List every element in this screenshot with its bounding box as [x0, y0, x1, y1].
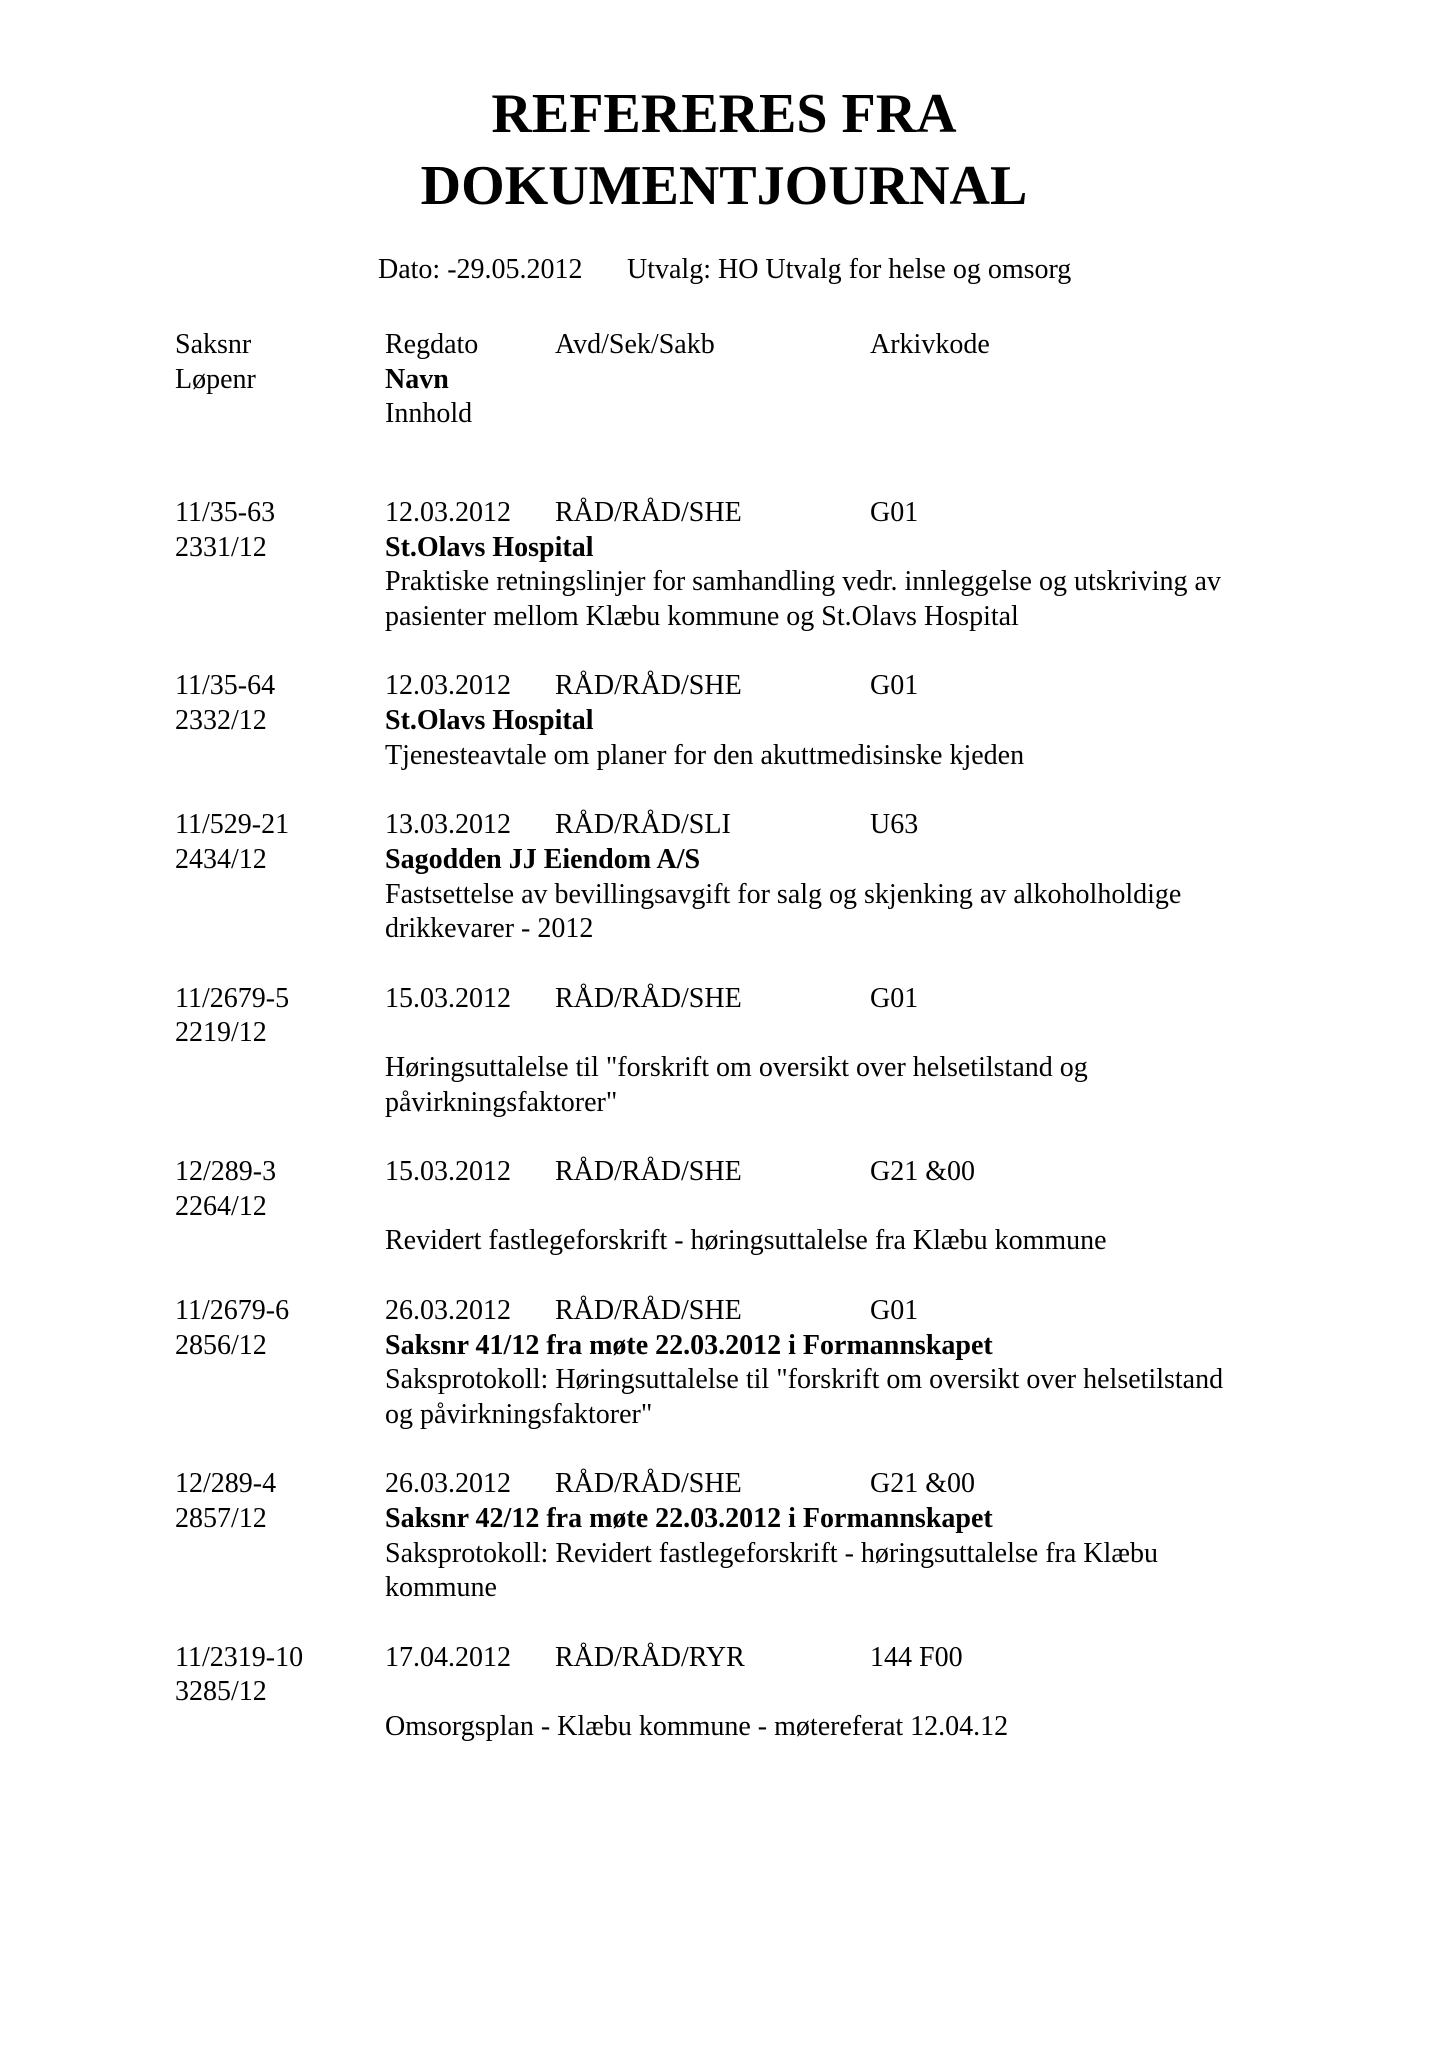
- header-innhold: Innhold: [385, 398, 473, 430]
- entry-regdato: 26.03.2012: [385, 1468, 511, 1500]
- header-row-1: [0, 328, 1448, 363]
- committee-value: Utvalg: HO Utvalg for helse og omsorg: [627, 254, 1072, 285]
- entry-row-innhold: [0, 565, 1448, 600]
- entry-arkivkode: G21 &00: [870, 1156, 975, 1188]
- entry-row-innhold: [0, 1398, 1448, 1433]
- entry-navn: Saksnr 41/12 fra møte 22.03.2012 i Formannskapet: [385, 1329, 993, 1361]
- journal-entry: [0, 496, 1448, 635]
- entry-row-main: [0, 669, 1448, 704]
- entry-navn: St.Olavs Hospital: [385, 531, 594, 563]
- column-headers: [0, 328, 1448, 432]
- entry-saksnr: 12/289-4: [175, 1468, 277, 1500]
- entry-arkivkode: G01: [870, 497, 919, 528]
- dateline: [0, 252, 1448, 287]
- entry-innhold-line: drikkevarer - 2012: [385, 913, 594, 945]
- entry-saksnr: 11/529-21: [175, 809, 290, 841]
- entry-row-name: [0, 704, 1448, 739]
- entry-row-main: [0, 496, 1448, 531]
- entry-regdato: 17.04.2012: [385, 1641, 511, 1673]
- entry-row-name: [0, 843, 1448, 878]
- entry-saksnr: 12/289-3: [175, 1156, 277, 1188]
- entry-row-main: [0, 1641, 1448, 1676]
- entry-row-name: [0, 1329, 1448, 1364]
- entry-row-innhold: [0, 912, 1448, 947]
- entry-lopenr: 2331/12: [175, 531, 267, 563]
- entry-avd-sek-sakb: RÅD/RÅD/SHE: [555, 982, 742, 1014]
- entry-arkivkode: G21 &00: [870, 1468, 975, 1500]
- entry-arkivkode: G01: [870, 670, 919, 702]
- header-arkivkode: Arkivkode: [870, 329, 990, 360]
- entry-innhold-line: Fastsettelse av bevillingsavgift for salg og skjenking av alkoholholdige: [385, 878, 1182, 910]
- entry-row-main: [0, 982, 1448, 1017]
- title-line-1: REFERERES FRA: [491, 83, 957, 145]
- entry-lopenr: 3285/12: [175, 1676, 267, 1708]
- entry-row-innhold: [0, 1537, 1448, 1572]
- header-lopenr: Løpenr: [175, 363, 256, 395]
- date-value: Dato: -29.05.2012: [378, 254, 583, 285]
- entry-row-innhold: [0, 739, 1448, 774]
- entry-saksnr: 11/2319-10: [175, 1641, 304, 1673]
- entry-lopenr: 2332/12: [175, 705, 267, 737]
- entry-row-innhold: [0, 1086, 1448, 1121]
- entry-avd-sek-sakb: RÅD/RÅD/SHE: [555, 497, 742, 528]
- entry-row-name: [0, 1675, 1448, 1710]
- document-title: [0, 78, 1448, 222]
- entry-row-innhold: [0, 878, 1448, 913]
- entry-regdato: 15.03.2012: [385, 982, 511, 1014]
- entry-row-main: [0, 1467, 1448, 1502]
- entry-lopenr: 2264/12: [175, 1190, 267, 1222]
- header-regdato: Regdato: [385, 329, 479, 360]
- entry-avd-sek-sakb: RÅD/RÅD/SHE: [555, 1294, 742, 1326]
- title-line-2: DOKUMENTJOURNAL: [420, 155, 1028, 217]
- entry-row-main: [0, 1155, 1448, 1190]
- entry-avd-sek-sakb: RÅD/RÅD/SHE: [555, 1156, 742, 1188]
- entry-regdato: 12.03.2012: [385, 497, 511, 528]
- header-row-2: [0, 363, 1448, 398]
- entry-row-innhold: [0, 1051, 1448, 1086]
- entry-row-main: [0, 1294, 1448, 1329]
- header-saksnr: Saksnr: [175, 329, 252, 360]
- entry-avd-sek-sakb: RÅD/RÅD/SHE: [555, 670, 742, 702]
- entry-arkivkode: 144 F00: [870, 1641, 963, 1673]
- entry-innhold-line: Praktiske retningslinjer for samhandling vedr. innleggelse og utskriving av: [385, 566, 1221, 598]
- entry-arkivkode: U63: [870, 809, 919, 841]
- entry-lopenr: 2219/12: [175, 1017, 267, 1049]
- entry-innhold-line: Saksprotokoll: Høringsuttalelse til "forskrift om oversikt over helsetilstand: [385, 1364, 1224, 1396]
- entry-row-name: [0, 1190, 1448, 1225]
- journal-entries: [0, 496, 1448, 1779]
- entry-avd-sek-sakb: RÅD/RÅD/SLI: [555, 809, 731, 841]
- entry-lopenr: 2434/12: [175, 843, 267, 875]
- entry-innhold-line: Tjenesteavtale om planer for den akuttmedisinske kjeden: [385, 739, 1025, 771]
- entry-innhold-line: Revidert fastlegeforskrift - høringsuttalelse fra Klæbu kommune: [385, 1225, 1107, 1257]
- entry-row-innhold: [0, 1224, 1448, 1259]
- entry-avd-sek-sakb: RÅD/RÅD/RYR: [555, 1641, 745, 1673]
- entry-arkivkode: G01: [870, 1294, 919, 1326]
- entry-navn: Sagodden JJ Eiendom A/S: [385, 843, 701, 875]
- header-row-3: [0, 397, 1448, 432]
- entry-innhold-line: påvirkningsfaktorer": [385, 1086, 618, 1118]
- entry-saksnr: 11/2679-6: [175, 1294, 290, 1326]
- entry-row-name: [0, 531, 1448, 566]
- entry-saksnr: 11/2679-5: [175, 982, 290, 1014]
- entry-innhold-line: Høringsuttalelse til "forskrift om oversikt over helsetilstand og: [385, 1052, 1088, 1083]
- journal-entry: [0, 669, 1448, 773]
- entry-innhold-line: kommune: [385, 1572, 497, 1604]
- entry-navn: St.Olavs Hospital: [385, 705, 594, 737]
- entry-innhold-line: og påvirkningsfaktorer": [385, 1398, 653, 1430]
- entry-saksnr: 11/35-64: [175, 670, 276, 702]
- journal-entry: [0, 808, 1448, 947]
- entry-row-innhold: [0, 1363, 1448, 1398]
- header-avd-sek-sakb: Avd/Sek/Sakb: [555, 329, 715, 360]
- entry-regdato: 13.03.2012: [385, 809, 511, 841]
- entry-regdato: 12.03.2012: [385, 670, 511, 702]
- entry-arkivkode: G01: [870, 982, 919, 1014]
- header-navn: Navn: [385, 363, 449, 395]
- journal-entry: [0, 1641, 1448, 1745]
- journal-entry: [0, 1294, 1448, 1433]
- journal-entry: [0, 982, 1448, 1121]
- entry-navn: Saksnr 42/12 fra møte 22.03.2012 i Formannskapet: [385, 1502, 993, 1534]
- entry-innhold-line: Omsorgsplan - Klæbu kommune - møtereferat 12.04.12: [385, 1711, 1009, 1743]
- entry-row-name: [0, 1016, 1448, 1051]
- journal-entry: [0, 1467, 1448, 1606]
- journal-entry: [0, 1155, 1448, 1259]
- entry-lopenr: 2857/12: [175, 1502, 267, 1534]
- entry-lopenr: 2856/12: [175, 1329, 267, 1361]
- entry-avd-sek-sakb: RÅD/RÅD/SHE: [555, 1468, 742, 1500]
- entry-regdato: 26.03.2012: [385, 1294, 511, 1326]
- entry-row-name: [0, 1502, 1448, 1537]
- entry-saksnr: 11/35-63: [175, 497, 276, 528]
- entry-innhold-line: Saksprotokoll: Revidert fastlegeforskrift - høringsuttalelse fra Klæbu: [385, 1537, 1158, 1569]
- entry-innhold-line: pasienter mellom Klæbu kommune og St.Olavs Hospital: [385, 601, 1019, 633]
- entry-row-main: [0, 808, 1448, 843]
- entry-row-innhold: [0, 1571, 1448, 1606]
- entry-row-innhold: [0, 1710, 1448, 1745]
- entry-regdato: 15.03.2012: [385, 1156, 511, 1188]
- entry-row-innhold: [0, 600, 1448, 635]
